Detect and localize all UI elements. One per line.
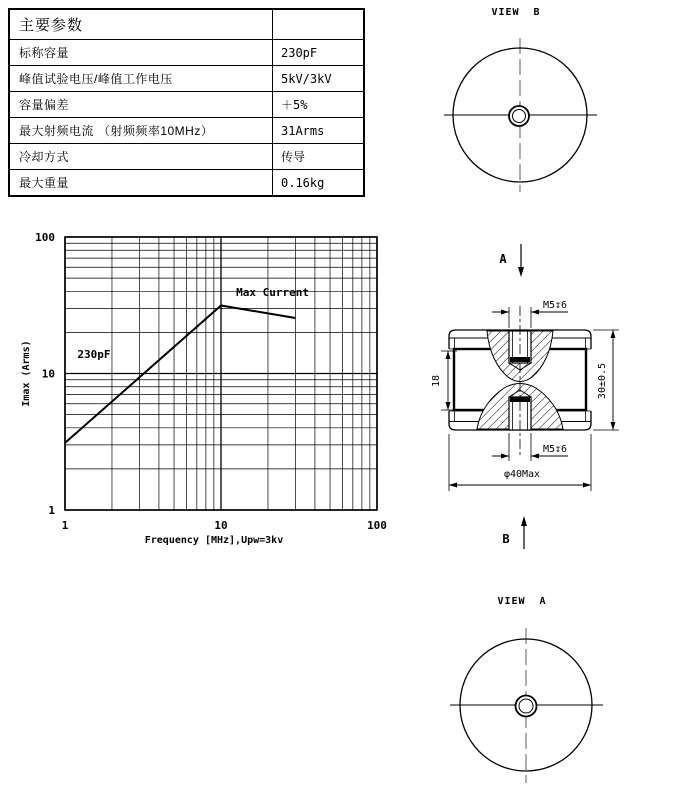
table-row <box>10 91 363 117</box>
section-arrow-a-head <box>518 267 524 277</box>
param-value: 31Arms <box>281 123 325 138</box>
max-current-line <box>65 305 295 442</box>
dim-inner-height: 18 <box>431 374 442 388</box>
dim-overall-height: 30±0.5 <box>597 362 608 400</box>
table-row <box>10 65 363 91</box>
param-value: 0.16kg <box>281 175 325 190</box>
table-title: 主要参数 <box>10 10 273 39</box>
chart-gridlines <box>65 237 377 510</box>
section-drawing <box>431 244 619 549</box>
param-label: 最大射频电流 （射频频率10MHz） <box>10 118 273 143</box>
x-tick-label: 10 <box>214 519 228 532</box>
param-label: 标称容量 <box>10 40 273 65</box>
table-row <box>10 143 363 169</box>
y-axis-title: Imax (Arms) <box>21 340 32 407</box>
section-arrow-b-label: B <box>502 532 510 546</box>
param-label: 峰值试验电压/峰值工作电压 <box>10 66 273 91</box>
thread-spec-bottom: M5↧6 <box>543 444 568 455</box>
param-value: 5kV/3kV <box>281 71 332 86</box>
param-value: 传导 <box>281 150 306 164</box>
table-header-row <box>10 10 363 39</box>
main-parameters-table <box>8 8 365 197</box>
section-arrow-b-head <box>521 516 527 526</box>
view-a-drawing <box>450 596 603 783</box>
x-tick-label: 1 <box>61 519 69 532</box>
x-axis-title: Frequency [MHz],Upw=3kv <box>144 535 284 546</box>
y-tick-label: 100 <box>35 231 55 244</box>
param-label: 最大重量 <box>10 170 273 195</box>
y-tick-label: 1 <box>48 504 55 517</box>
x-tick-label: 100 <box>367 519 387 532</box>
param-label: 容量偏差 <box>10 92 273 117</box>
param-value: ＋5% <box>281 98 308 112</box>
imax-vs-frequency-chart <box>21 231 387 546</box>
view-b-title: VIEW B <box>491 7 541 18</box>
table-row <box>10 117 363 143</box>
y-tick-label: 10 <box>41 367 55 381</box>
param-value: 230pF <box>281 45 318 60</box>
section-arrow-a-label: A <box>499 252 507 266</box>
thread-spec-top: M5↧6 <box>543 300 568 311</box>
chart-annotation: 230pF <box>77 347 111 361</box>
view-b-drawing <box>444 7 597 192</box>
table-row <box>10 169 363 195</box>
chart-annotation: Max Current <box>236 285 309 299</box>
view-a-title: VIEW A <box>497 596 547 607</box>
dim-diameter: φ40Max <box>503 469 541 480</box>
table-header-value <box>273 10 363 39</box>
param-label: 冷却方式 <box>10 144 273 169</box>
table-row <box>10 39 363 65</box>
